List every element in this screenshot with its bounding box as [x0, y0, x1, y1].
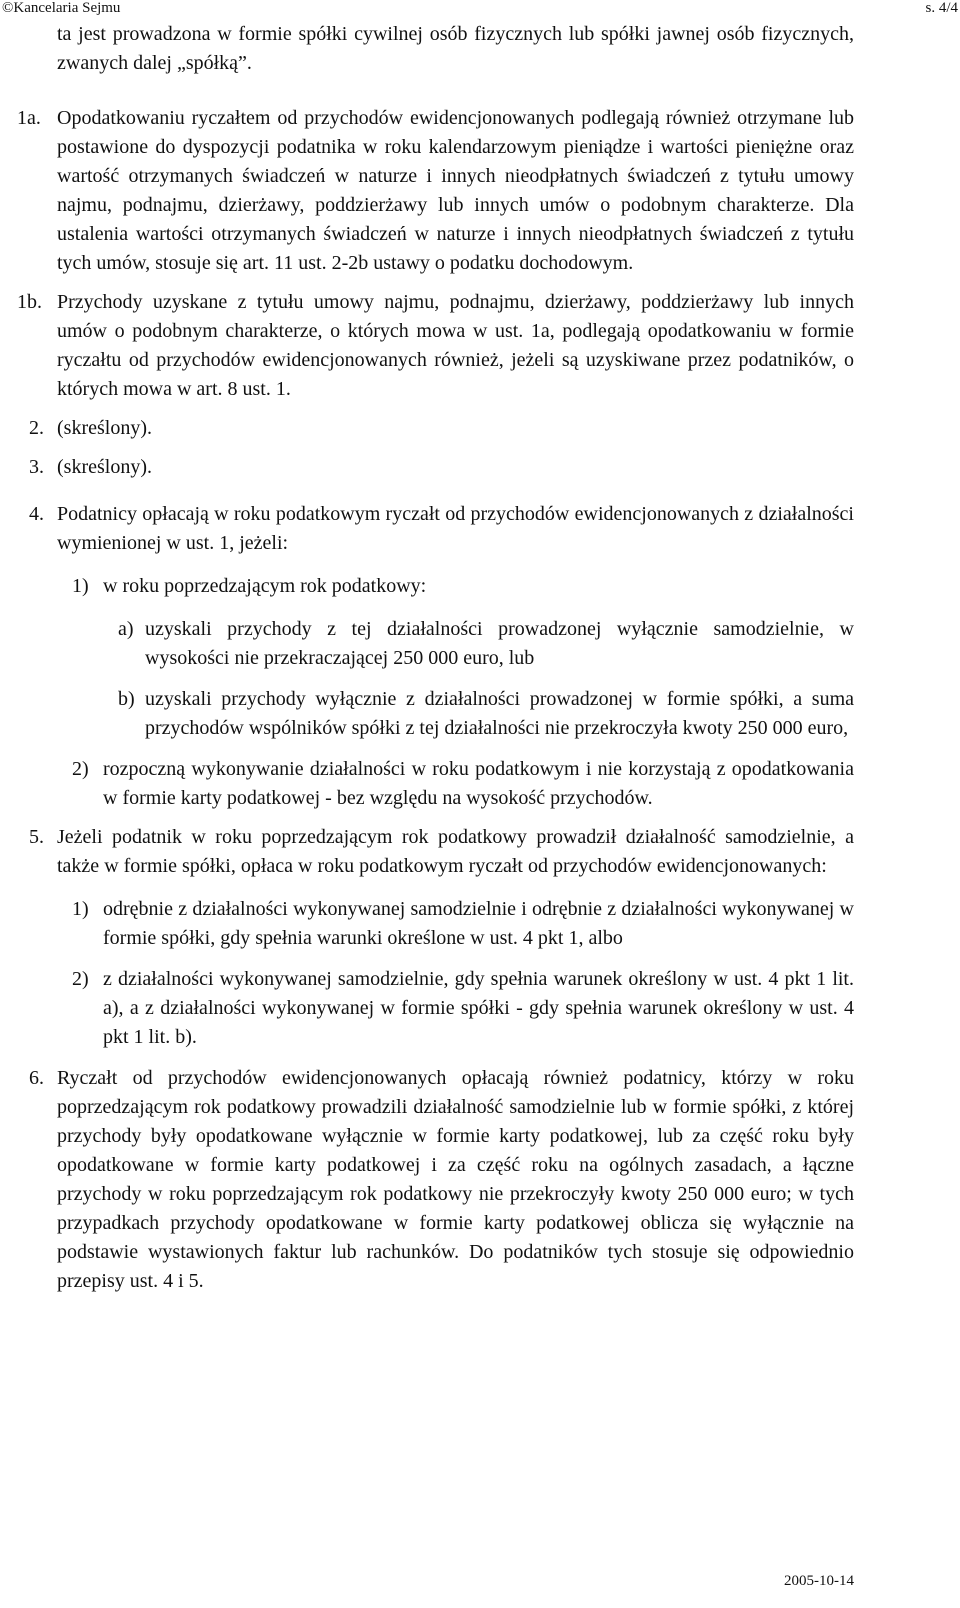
- paragraph-4-item-1: [72, 572, 960, 601]
- paragraph-number: 3.: [29, 456, 44, 478]
- paragraph-text: (skreślony).: [57, 417, 152, 439]
- paragraph-text: Przychody uzyskane z tytułu umowy najmu, podnajmu, dzierżawy, poddzierżawy lub innych umów o podobnym charakterze, o których mowa w ust. 1a, podlegają opodatkowaniu w formie ryczałtu od przychodów ewidencjonowanych również, jeżeli są uzyskiwane przez podatników, o których mowa w art. 8 ust. 1.: [57, 291, 854, 400]
- paragraph-number: 4.: [29, 503, 44, 525]
- paragraph-number: 1a.: [17, 107, 41, 129]
- subitem-text: uzyskali przychody z tej działalności prowadzonej wyłącznie samodzielnie, w wysokości nie przekraczającej 250 000 euro, lub: [145, 618, 854, 669]
- paragraph-number: 1b.: [17, 291, 42, 313]
- item-number: 1): [72, 898, 89, 920]
- paragraph-number: 6.: [29, 1067, 44, 1089]
- item-number: 2): [72, 968, 89, 990]
- paragraph-1b: [0, 288, 960, 404]
- item-number: 1): [72, 575, 89, 597]
- item-text: w roku poprzedzającym rok podatkowy:: [103, 575, 427, 597]
- document-body: [0, 20, 960, 1296]
- paragraph-4: [0, 500, 960, 558]
- subitem-letter: b): [118, 688, 135, 710]
- item-text: odrębnie z działalności wykonywanej samodzielnie i odrębnie z działalności wykonywanej w formie spółki, gdy spełnia warunki określone w ust. 4 pkt 1, albo: [103, 898, 854, 949]
- paragraph-4-item-2: [72, 755, 960, 813]
- paragraph-number: 5.: [29, 826, 44, 848]
- item-text: rozpoczną wykonywanie działalności w roku podatkowym i nie korzystają z opodatkowania w formie karty podatkowej - bez względu na wysokość przychodów.: [103, 758, 854, 809]
- paragraph-2: [0, 414, 960, 443]
- paragraph-text: Podatnicy opłacają w roku podatkowym ryczałt od przychodów ewidencjonowanych z działalności wymienionej w ust. 1, jeżeli:: [57, 503, 854, 554]
- paragraph-text: Ryczałt od przychodów ewidencjonowanych opłacają również podatnicy, którzy w roku poprzedzającym rok podatkowy prowadzili działalność samodzielnie lub w formie spółki, z której przychody były opodatkowane wyłącznie w formie karty podatkowej, lub za część roku były opodatkowane w formie karty podatkowej i za część roku na ogólnych zasadach, a łączne przychody w roku poprzedzającym rok podatkowy nie przekroczyły kwoty 250 000 euro; w tych przypadkach przychody opodatkowane w formie karty podatkowej oblicza się wyłącznie na podstawie wystawionych faktur lub rachunków. Do podatników tych stosuje się odpowiednio przepisy ust. 4 i 5.: [57, 1067, 854, 1292]
- paragraph-4-item-1-a: [118, 615, 960, 673]
- paragraph-5-item-1: [72, 895, 960, 953]
- paragraph-text: (skreślony).: [57, 456, 152, 478]
- continuation-text: ta jest prowadzona w formie spółki cywilnej osób fizycznych lub spółki jawnej osób fizycznych, zwanych dalej „spółką”.: [57, 23, 854, 74]
- paragraph-6: [0, 1064, 960, 1296]
- paragraph-number: 2.: [29, 417, 44, 439]
- subitem-letter: a): [118, 618, 134, 640]
- paragraph-4-item-1-b: [118, 685, 960, 743]
- paragraph-text: Opodatkowaniu ryczałtem od przychodów ewidencjonowanych podlegają również otrzymane lub postawione do dyspozycji podatnika w roku kalendarzowym pieniądze i wartości pieniężne oraz wartość otrzymanych świadczeń w naturze i innych nieodpłatnych świadczeń z tytułu umowy najmu, podnajmu, dzierżawy, poddzierżawy lub innych umów o podobnym charakterze. Dla ustalenia wartości otrzymanych świadczeń w naturze i innych nieodpłatnych świadczeń z tytułu tych umów, stosuje się art. 11 ust. 2-2b ustawy o podatku dochodowym.: [57, 107, 854, 274]
- paragraph-3: [0, 453, 960, 482]
- paragraph-5: [0, 823, 960, 881]
- footer-date: 2005-10-14: [784, 1573, 854, 1589]
- item-text: z działalności wykonywanej samodzielnie, gdy spełnia warunek określony w ust. 4 pkt 1 lit. a), a z działalności wykonywanej w formie spółki - gdy spełnia warunek określony w ust. 4 pkt 1 lit. b).: [103, 968, 854, 1048]
- paragraph-5-item-2: [72, 965, 960, 1052]
- item-number: 2): [72, 758, 89, 780]
- header-copyright: ©Kancelaria Sejmu: [2, 0, 121, 16]
- page-number: s. 4/4: [925, 0, 958, 16]
- page-header: [0, 0, 960, 18]
- paragraph-1a: [0, 104, 960, 278]
- subitem-text: uzyskali przychody wyłącznie z działalności prowadzonej w formie spółki, a suma przychodów wspólników spółki z tej działalności nie przekroczyła kwoty 250 000 euro,: [145, 688, 854, 739]
- paragraph-text: Jeżeli podatnik w roku poprzedzającym rok podatkowy prowadził działalność samodzielnie, a także w formie spółki, opłaca w roku podatkowym ryczałt od przychodów ewidencjonowanych:: [57, 826, 854, 877]
